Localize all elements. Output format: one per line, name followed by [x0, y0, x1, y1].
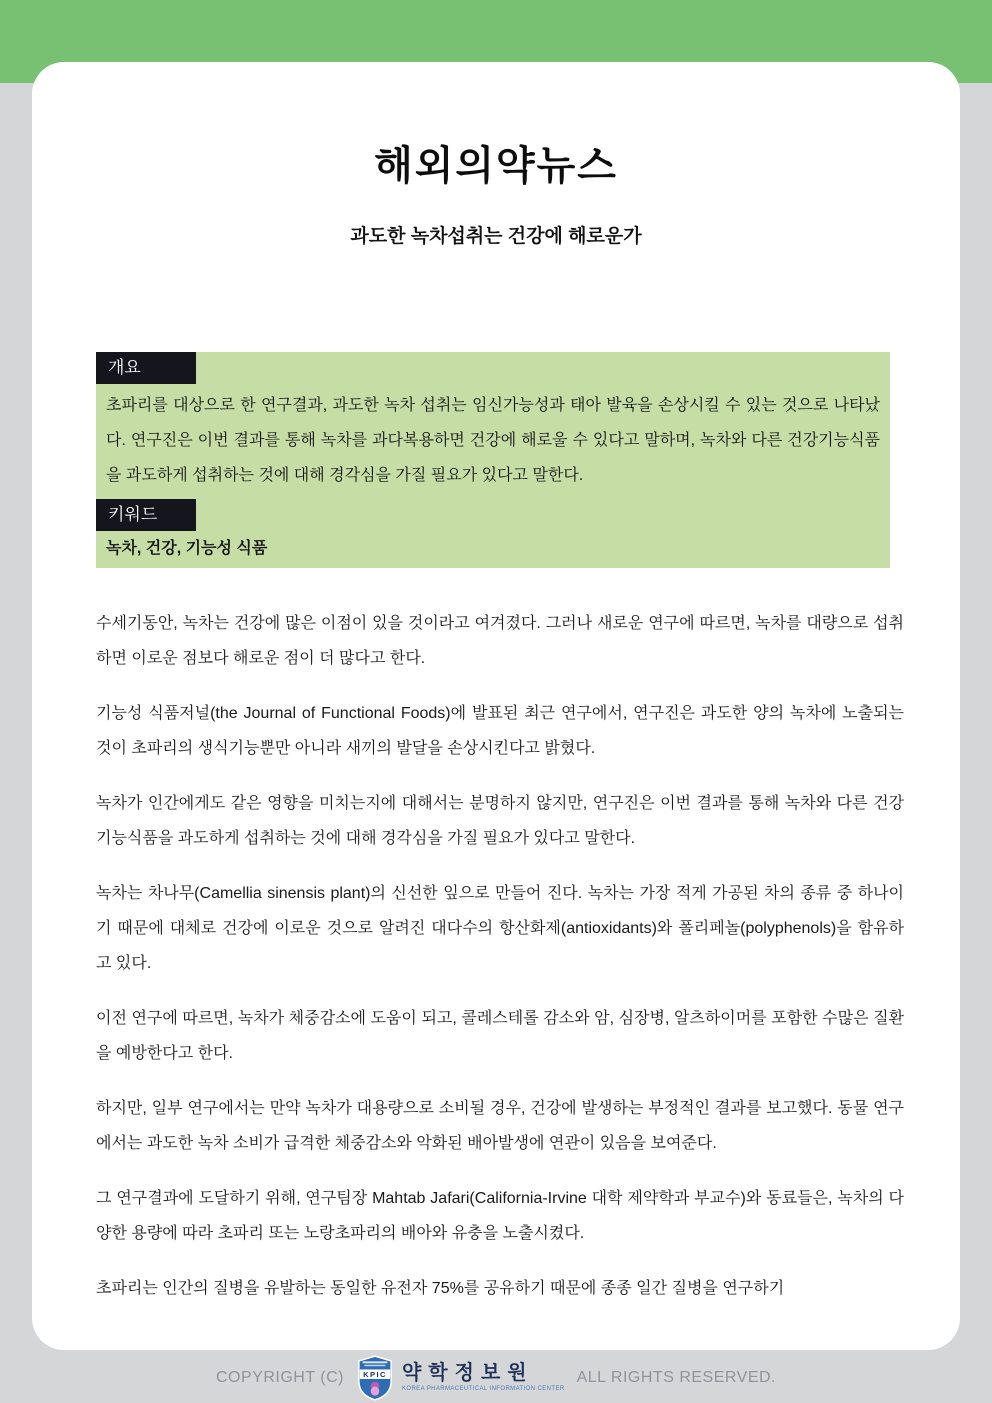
- footer: [0, 1352, 992, 1403]
- copyright-left-text: COPYRIGHT (C): [216, 1368, 344, 1386]
- overview-text: 초파리를 대상으로 한 연구결과, 과도한 녹차 섭취는 임신가능성과 태아 발육을 손상시킬 수 있는 것으로 나타났다. 연구진은 이번 결과를 통해 녹차를 과다복용하면 건강에 해로울 수 있다고 말하며, 녹차와 다른 건강기능식품을 과도하게 섭취하는 것에 대해 경각심을 가질 필요가 있다고 말한다.: [106, 397, 880, 484]
- article-paragraph: 기능성 식품저널(the Journal of Functional Foods)에 발표된 최근 연구에서, 연구진은 과도한 양의 녹차에 노출되는 것이 초파리의 생식기능뿐만 아니라 새끼의 발달을 손상시킨다고 밝혔다.: [96, 705, 904, 757]
- org-logo-group: [356, 1355, 565, 1401]
- article-paragraph: 하지만, 일부 연구에서는 만약 녹차가 대용량으로 소비될 경우, 건강에 발생하는 부정적인 결과를 보고했다. 동물 연구에서는 과도한 녹차 소비가 급격한 체중감소와 악화된 배아발생에 연관이 있음을 보여준다.: [96, 1100, 904, 1152]
- article-paragraph: 그 연구결과에 도달하기 위해, 연구팀장 Mahtab Jafari(California-Irvine 대학 제약학과 부교수)와 동료들은, 녹차의 다양한 용량에 따라 초파리 또는 노랑초파리의 배아와 유충을 노출시켰다.: [96, 1190, 904, 1242]
- svg-text:KPIC: KPIC: [363, 1369, 387, 1379]
- article-paragraph: 녹차는 차나무(Camellia sinensis plant)의 신선한 잎으로 만들어 진다. 녹차는 가장 적게 가공된 차의 종류 중 하나이기 때문에 대체로 건강에 이로운 것으로 알려진 대다수의 항산화제(antioxidants)와 폴리페놀(polyphenols)을 함유하고 있다.: [96, 885, 904, 972]
- article-paragraph: 초파리는 인간의 질병을 유발하는 동일한 유전자 75%를 공유하기 때문에 종종 일간 질병을 연구하기: [96, 1280, 785, 1297]
- keywords-label: 키워드: [96, 499, 196, 531]
- article-paragraph: 이전 연구에 따르면, 녹차가 체중감소에 도움이 되고, 콜레스테롤 감소와 암, 심장병, 알츠하이머를 포함한 수많은 질환을 예방한다고 한다.: [96, 1010, 904, 1062]
- article-paragraph: 수세기동안, 녹차는 건강에 많은 이점이 있을 것이라고 여겨졌다. 그러나 새로운 연구에 따르면, 녹차를 대량으로 섭취하면 이로운 점보다 해로운 점이 더 많다고 한다.: [96, 615, 904, 667]
- keywords-text: 녹차, 건강, 기능성 식품: [106, 540, 268, 557]
- page-subtitle: 과도한 녹차섭취는 건강에 해로운가: [350, 226, 642, 247]
- article-body: [96, 606, 904, 1306]
- overview-label: 개요: [96, 352, 196, 384]
- article-paragraph: 녹차가 인간에게도 같은 영향을 미치는지에 대해서는 분명하지 않지만, 연구진은 이번 결과를 통해 녹차와 다른 건강기능식품을 과도하게 섭취하는 것에 대해 경각심을 가질 필요가 있다고 말한다.: [96, 795, 904, 847]
- org-name-block: [402, 1363, 565, 1392]
- org-name: 약학정보원: [401, 1362, 534, 1384]
- page-title: 해외의약뉴스: [374, 144, 618, 188]
- summary-box: [96, 352, 890, 568]
- copyright-right-text: ALL RIGHTS RESERVED.: [576, 1368, 776, 1386]
- kpic-shield-logo: [356, 1355, 394, 1401]
- org-name-english: KOREA PHARMACEUTICAL INFORMATION CENTER: [401, 1386, 565, 1392]
- content-card: [32, 62, 960, 1350]
